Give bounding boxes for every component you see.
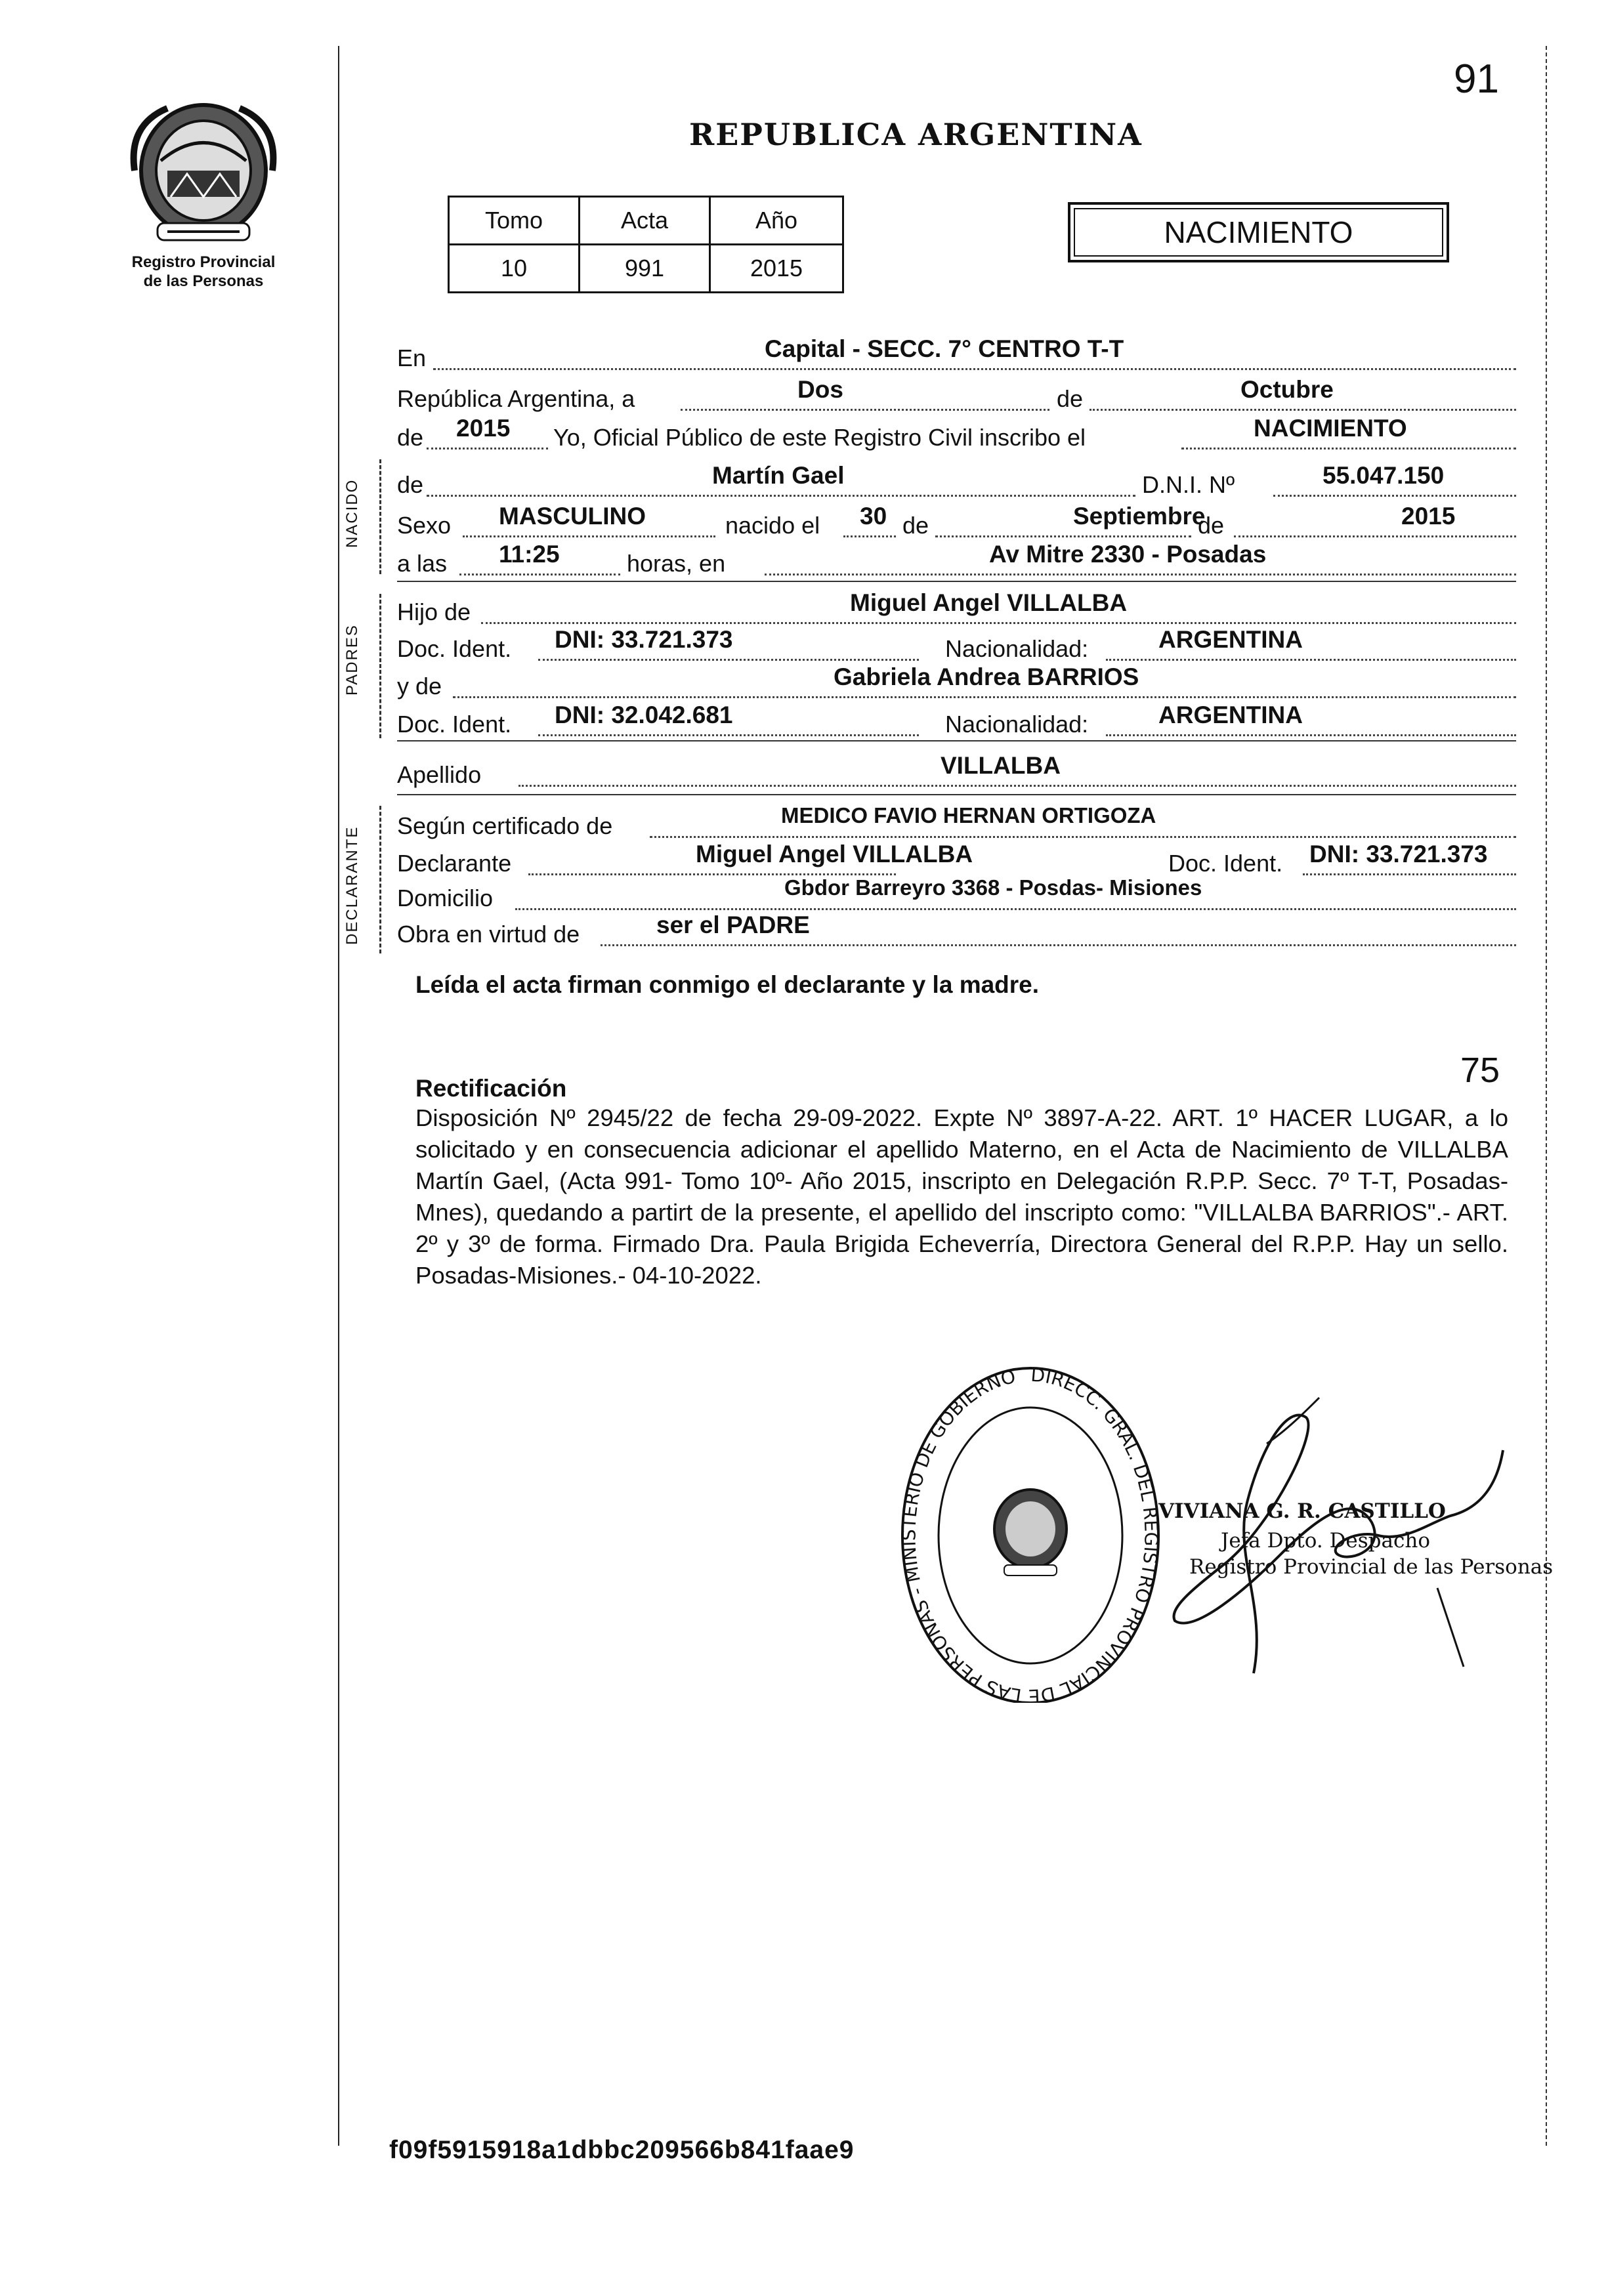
- folio-number: 91: [1454, 56, 1499, 102]
- obra-value: ser el PADRE: [656, 911, 810, 938]
- section-bar: [379, 459, 381, 574]
- a-las-label: a las: [397, 550, 448, 577]
- row-madre-doc: [397, 701, 1516, 743]
- doc-ident-label: Doc. Ident.: [1168, 850, 1283, 877]
- certificado-label: Según certificado de: [397, 812, 613, 839]
- dia-value: Dos: [797, 376, 843, 403]
- registry-label-line2: de las Personas: [143, 272, 264, 290]
- rectificacion-text: Disposición Nº 2945/22 de fecha 29-09-2022. Expte Nº 3897-A-22. ART. 1º HACER LUGAR, a lo solicitado y en consecuencia adicionar el apellido Materno, en el Acta de Nacimiento de VILLALBA Martín Gael, (Acta 991- Tomo 10º- Año 2015, inscripto en Delegación R.P.P. Secc. 7º T-T, Posadas-Mnes), quedando a partirt de la presente, el apellido del inscripto como: "VILLALBA BARRIOS".- ART. 2º y 3º de forma. Firmado Dra. Paula Brigida Echeverría, Directora General del R.P.P. Hay un sello. Posadas-Misiones.- 04-10-2022.: [415, 1104, 1508, 1289]
- row-domicilio: [397, 875, 1516, 917]
- en-value: Capital - SECC. 7° CENTRO T-T: [765, 335, 1124, 362]
- rectificacion-title: Rectificación: [415, 1075, 567, 1102]
- declarante-label: Declarante: [397, 850, 512, 877]
- inscribe-value: NACIMIENTO: [1254, 415, 1407, 442]
- domicilio-label: Domicilio: [397, 885, 494, 911]
- row-obra: [397, 911, 1516, 953]
- declarante-value: Miguel Angel VILLALBA: [696, 841, 973, 867]
- mes-nac-value: Septiembre: [1073, 503, 1206, 530]
- anio-value: 2015: [456, 415, 511, 442]
- tomo-value: 10: [449, 245, 580, 293]
- row-en: [397, 335, 1516, 377]
- tomo-acta-anio-table: [448, 196, 844, 293]
- stamp-role: Jefa Dpto. Despacho: [1221, 1529, 1430, 1553]
- de-label: de: [902, 512, 929, 539]
- row-fecha: [397, 376, 1516, 418]
- stamp-organization: Registro Provincial de las Personas: [1189, 1555, 1554, 1579]
- rectificacion-number: 75: [1460, 1051, 1500, 1090]
- en-label: En: [397, 344, 427, 371]
- sexo-label: Sexo: [397, 512, 452, 539]
- padre-value: Miguel Angel VILLALBA: [850, 589, 1128, 616]
- misiones-coat-of-arms-logo: [121, 98, 286, 249]
- hora-value: 11:25: [499, 541, 560, 568]
- section-bar: [379, 806, 381, 953]
- nacido-el-label: nacido el: [725, 512, 820, 539]
- inscribe-label: Yo, Oficial Público de este Registro Civil inscribo el: [553, 424, 1086, 451]
- de-label-2: de: [1198, 512, 1225, 539]
- dni-value: 55.047.150: [1322, 462, 1445, 489]
- acta-value: 991: [580, 245, 710, 293]
- row-sexo: [397, 503, 1516, 545]
- anio-value: 2015: [710, 245, 843, 293]
- section-divider: [397, 740, 1516, 741]
- de-label: de: [397, 471, 424, 498]
- madre-doc-value: DNI: 32.042.681: [555, 701, 733, 728]
- nacionalidad-label: Nacionalidad:: [945, 635, 1089, 662]
- section-divider: [397, 581, 1516, 582]
- mes-value: Octubre: [1240, 376, 1334, 403]
- side-label-declarante: DECLARANTE: [343, 825, 361, 945]
- madre-value: Gabriela Andrea BARRIOS: [834, 663, 1139, 690]
- anio-label: Año: [710, 197, 843, 245]
- de-label: de: [1057, 385, 1084, 412]
- registry-label: [118, 253, 289, 291]
- official-seal: [889, 1355, 1172, 1703]
- dia-nac-value: 30: [860, 503, 887, 530]
- de-label-2: de: [397, 424, 424, 451]
- side-label-padres: PADRES: [343, 624, 361, 696]
- declarante-doc-value: DNI: 33.721.373: [1309, 841, 1488, 867]
- document-title: REPUBLICA ARGENTINA: [689, 117, 1143, 152]
- row-inscribe: [397, 415, 1516, 457]
- closing-statement: Leída el acta firman conmigo el declarante y la madre.: [415, 971, 1040, 998]
- sexo-value: MASCULINO: [499, 503, 646, 530]
- apellido-label: Apellido: [397, 761, 482, 788]
- certificado-value: MEDICO FAVIO HERNAN ORTIGOZA: [781, 803, 1156, 827]
- nacionalidad-label: Nacionalidad:: [945, 711, 1089, 738]
- hijo-de-label: Hijo de: [397, 598, 471, 625]
- dotted-line: [681, 385, 1049, 411]
- dotted-line: [1234, 512, 1516, 537]
- apellido-value: VILLALBA: [941, 752, 1061, 779]
- anio-nac-value: 2015: [1401, 503, 1456, 530]
- row-hora: [397, 541, 1516, 583]
- row-nombre: [397, 462, 1516, 504]
- lugar-value: Av Mitre 2330 - Posadas: [989, 541, 1267, 568]
- section-bar: [379, 594, 381, 738]
- acta-label: Acta: [580, 197, 710, 245]
- obra-label: Obra en virtud de: [397, 921, 580, 948]
- side-label-nacido: NACIDO: [343, 478, 361, 548]
- row-madre: [397, 663, 1516, 705]
- seal-text: DIRECC. GRAL. DEL REGISTRO PROVINCIAL DE LAS PERSONAS - MINISTERIO DE GOBIERNO: [898, 1364, 1162, 1703]
- madre-nac-value: ARGENTINA: [1158, 701, 1303, 728]
- registry-label-line1: Registro Provincial: [131, 253, 276, 271]
- horas-en-label: horas, en: [627, 550, 726, 577]
- domicilio-value: Gbdor Barreyro 3368 - Posdas- Misiones: [784, 875, 1202, 900]
- document-hash: f09f5915918a1dbbc209566b841faae9: [389, 2136, 855, 2164]
- rep-label: República Argentina, a: [397, 385, 635, 412]
- margin-line: [338, 46, 339, 2146]
- dni-label: D.N.I. Nº: [1142, 471, 1235, 498]
- section-divider: [397, 794, 1516, 795]
- padre-doc-value: DNI: 33.721.373: [555, 626, 733, 653]
- doc-ident-label: Doc. Ident.: [397, 635, 512, 662]
- record-type-box: NACIMIENTO: [1068, 202, 1449, 262]
- tomo-label: Tomo: [449, 197, 580, 245]
- y-de-label: y de: [397, 673, 442, 699]
- doc-ident-label: Doc. Ident.: [397, 711, 512, 738]
- padre-nac-value: ARGENTINA: [1158, 626, 1303, 653]
- right-margin-line: [1546, 46, 1547, 2146]
- stamp-name: VIVIANA G. R. CASTILLO: [1158, 1499, 1446, 1523]
- nombre-value: Martín Gael: [712, 462, 845, 489]
- row-apellido: [397, 752, 1516, 794]
